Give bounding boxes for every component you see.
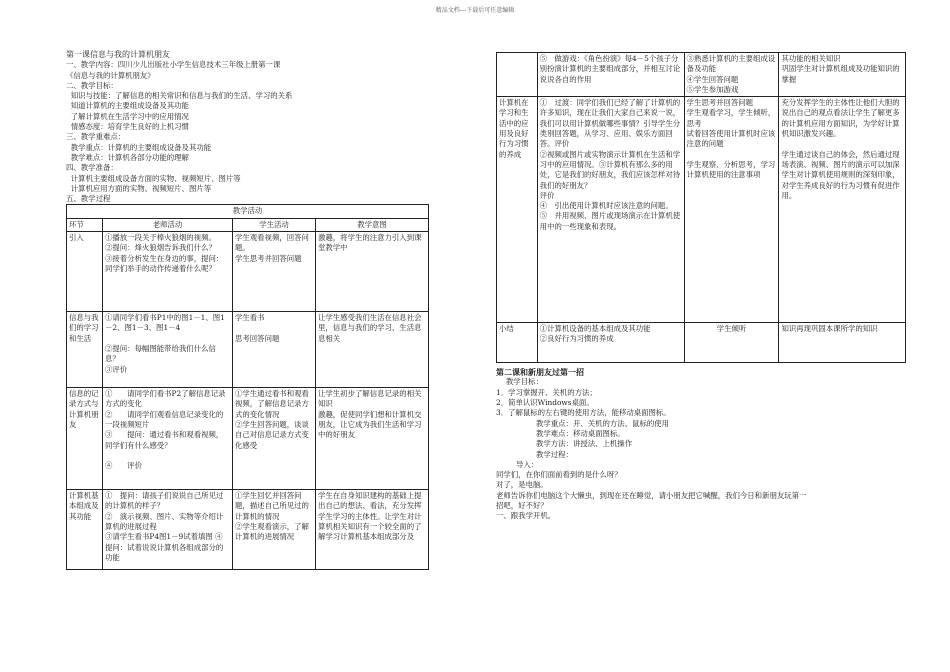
table-row	[497, 97, 906, 323]
cell-stage: 计算机在学习和生活中的应用及良好行为习惯的养成	[497, 97, 538, 323]
intro-line: 四、教学准备：	[66, 163, 118, 173]
lesson2-line: 1．学习掌握开、关机的方法；	[496, 387, 597, 397]
cell-intent: 充分发挥学生的主体性让他们大胆的说出自己的观点看法让学生了解更多的计算机应用方面知识，为学好计算机知识激发兴趣。 学生通过谈自己的体会，然后通过现场表演、视频、图片的演示可以加深学生对计算机使用规则的深刻印象，对学生养成良好的行为习惯有促进作用。	[779, 97, 906, 323]
cell-stage: 信息与我们的学习和生活	[67, 312, 103, 388]
lesson2-line: 教学方法：讲授法、上机操作	[536, 439, 633, 449]
table-row	[67, 490, 429, 570]
header-stage: 环节	[67, 218, 103, 231]
header-student: 学生活动	[233, 218, 316, 231]
table-header-row	[67, 218, 429, 231]
cell-intent: 学生在自身知识建构的基础上提出自己的想法、看法，充分发挥学生学习的主体性。让学生对计算机相关知识有一个较全面的了解学习计算机基本组成部分及	[316, 490, 429, 570]
intro-line: 教学难点：计算机各部分功能的理解	[66, 152, 189, 162]
lesson2-line: 教学难点：移动桌面图标。	[536, 428, 625, 438]
lesson2-line: 教学重点：开、关机的方法、鼠标的使用	[536, 418, 670, 428]
cell-student: ①学生通过看书和观看视频，了解信息记录方式的变化情况 ②学生回答问题，谈谈自己对信息记录方式变化感受	[233, 388, 316, 490]
table-row	[67, 388, 429, 490]
cell-intent: 其功能的相关知识 巩固学生对计算机组成及功能知识的掌握	[779, 53, 906, 97]
table-row	[497, 323, 906, 363]
table-caption-row	[67, 205, 429, 218]
intro-line: 情感态度：培育学生良好的上机习惯	[66, 122, 189, 132]
cell-teacher: ① 提问：请孩子们说说自己所见过的计算机的样子？ ② 演示视频、图片、实物等介绍计算机的进展过程 ③请学生看书P4图1－9试着填图 ④ 提问：试着说说计算机各组成部分的功能	[103, 490, 233, 570]
lesson1-table-a	[66, 204, 429, 570]
cell-teacher: ① 请同学们看书P2了解信息记录方式的变化 ② 请同学们观看信息记录变化的一段视频短片 ③ 提问：通过看书和观看视频，同学们有什么感受？ ④ 评价	[103, 388, 233, 490]
intro-line: 《信息与我的计算机朋友》	[66, 70, 155, 80]
table-caption: 教学活动	[67, 205, 429, 218]
page-header-note: 精品文档---下载后可任意编辑	[435, 7, 515, 14]
cell-student: ③熟悉计算机的主要组成设备及功能 ④学生回答问题 ⑤学生参加游戏	[684, 53, 779, 97]
cell-teacher: ①播放一段关于棒火狼烟的视频。 ②提问：烽火狼烟告诉我们什么？ ③接着分析发生在身边的事，提问：同学们举手的动作传递着什么呢？	[103, 232, 233, 312]
intro-line: 一、教学内容：四川少儿出版社小学生信息技术三年级上册第一课	[66, 60, 281, 70]
lesson1-intro	[66, 60, 428, 204]
cell-student: ①学生回忆并回答问题，描述自己所见过的计算机的情况 ②学生观看演示，了解计算机的进展情况	[233, 490, 316, 570]
cell-intent: 激趣，将学生的注意力引入到课堂教学中	[316, 232, 429, 312]
cell-student: 学生思考并回答问题 学生观看学习，学生倾听，思考 试着回答使用计算机时应该注意的问题 学生观察、分析思考，学习计算机使用的注意事项	[684, 97, 779, 323]
intro-line: 五、教学过程	[66, 194, 111, 204]
cell-stage	[497, 53, 538, 97]
cell-intent: 让学生感受我们生活在信息社会里，信息与我们的学习、生活息息相关	[316, 312, 429, 388]
left-column	[66, 50, 428, 570]
cell-teacher: ① 过渡：同学们我们已经了解了计算机的许多知识，现在让我们大家自己来说一说，我们可以用计算机做哪些事情？引导学生分类别回答题，从学习、应用、娱乐方面回答。评价 ②视频或图片或实物演示计算机在生活和学习中的应用情况。③计算机有那么多的用处，它是我们的好朋友，我们应该怎样对待我们的好朋友？ 评价 ④ 引出使用计算机时应该注意的问题。 ⑤ 并用视频、图片或现场演示在计算机使用中的一些现象和表现。	[537, 97, 684, 323]
lesson2-line: 招吧，好不好？	[496, 501, 548, 511]
lesson2-body	[496, 377, 906, 521]
lesson2-title: 第二课和新朋友过第一招	[496, 367, 584, 378]
intro-line: 知识与技能：了解信息的相关常识和信息与我们的生活、学习的关系	[66, 91, 293, 101]
cell-intent: 让学生初步了解信息记录的相关知识 激趣，促使同学们想和计算机交朋友，让它成为我们生活和学习中的好朋友	[316, 388, 429, 490]
cell-teacher: ①计算机设备的基本组成及其功能 ②良好行为习惯的养成	[537, 323, 684, 363]
table-row	[67, 312, 429, 388]
intro-line: 二、教学目标：	[66, 80, 118, 90]
lesson2-line: 老师告诉你们电脑这个大懒虫，到现在还在睡觉，请小朋友把它喊醒，我们今日和新朋友玩第一	[496, 490, 807, 500]
lesson1-title: 第一课信息与我的计算机朋友	[66, 50, 170, 59]
cell-stage: 小结	[497, 323, 538, 363]
right-column	[496, 52, 906, 522]
lesson2-line: 对了，是电脑。	[496, 480, 548, 490]
lesson1-table-b	[496, 52, 906, 363]
cell-teacher: ⑤ 做游戏：《角色扮演》每4－5个孩子分别扮演计算机的主要组成部分，并相互讨论说说各自的作用	[537, 53, 684, 97]
table-row	[497, 53, 906, 97]
lesson2-line: 教学目标：	[506, 377, 543, 387]
intro-line: 计算机应用方面的实物、视频短片、图片等	[66, 183, 212, 193]
cell-stage: 引入	[67, 232, 103, 312]
table-row	[67, 232, 429, 312]
header-teacher: 老师活动	[103, 218, 233, 231]
header-intent: 教学意图	[316, 218, 429, 231]
cell-stage: 信息的记录方式与计算机朋友	[67, 388, 103, 490]
cell-teacher: ①请同学们看书P1中的图1－1、图1－2、图1－3、图1－4 ②提问：每幅图能带给我们什么信息？ ③评价	[103, 312, 233, 388]
lesson2-line: 同学们，在你们面前看到的是什么呀？	[496, 470, 622, 480]
lesson2-line: 教学过程：	[536, 449, 573, 459]
intro-line: 计算机主要组成设备方面的实物、视频短片、图片等	[66, 173, 241, 183]
lesson2-line: 3．了解鼠标的左右键的使用方法，能移动桌面图标。	[496, 408, 671, 418]
cell-stage: 计算机基本组成及其功能	[67, 490, 103, 570]
lesson2-line: 导入：	[516, 459, 539, 469]
cell-intent: 知识再现巩固本课所学的知识	[779, 323, 906, 363]
cell-student: 学生倾听	[684, 323, 779, 363]
intro-line: 教学重点：计算机的主要组成设备及其功能	[66, 142, 212, 152]
intro-line: 三、教学重难点：	[66, 132, 126, 142]
intro-line: 知道计算机的主要组成设备及其功能	[66, 101, 189, 111]
cell-student: 学生观看视频，回答问题。 学生思考并回答问题	[233, 232, 316, 312]
lesson2-line: 一、跟我学开机。	[496, 511, 556, 521]
cell-student: 学生看书 思考回答问题	[233, 312, 316, 388]
lesson2-line: 2．简单认识Windows桌面。	[496, 398, 594, 408]
intro-line: 了解计算机在生活学习中的应用情况	[66, 111, 189, 121]
